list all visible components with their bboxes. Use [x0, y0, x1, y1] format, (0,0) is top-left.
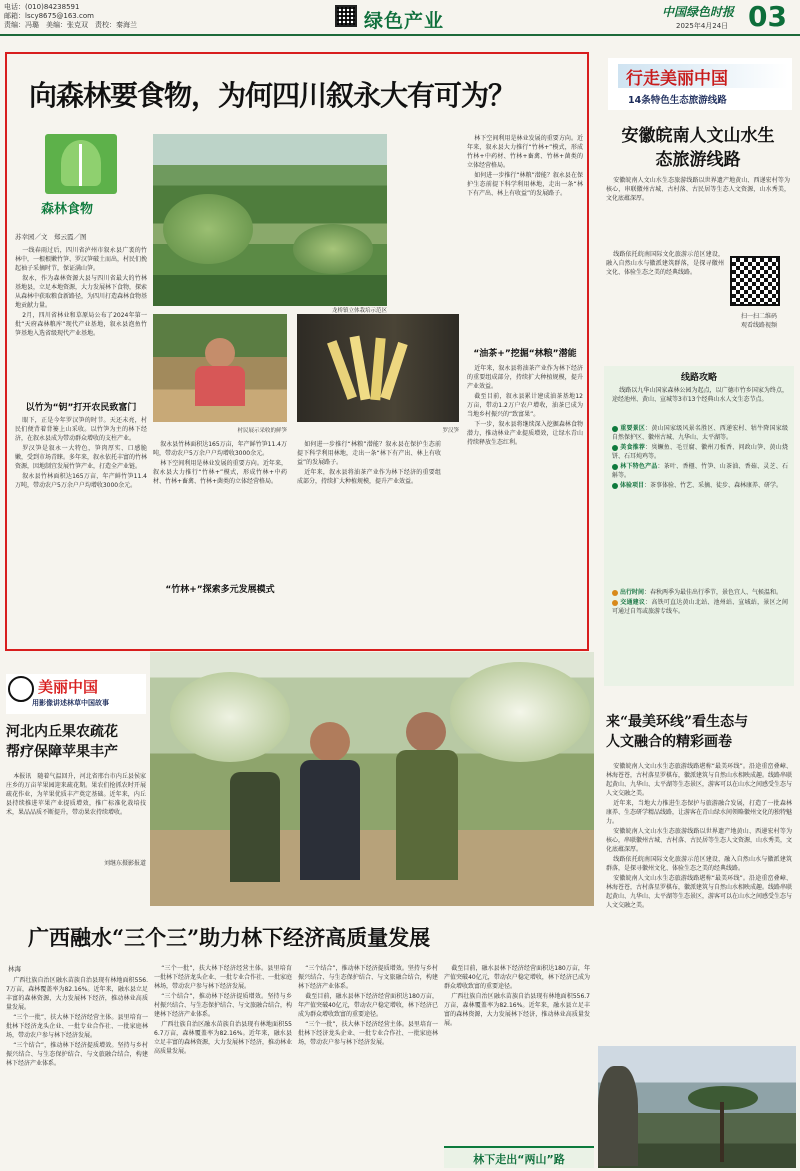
lead-col4a: 林下空间利用是林业发展的重要方向。近年来，叙永县大力推行“竹林+”模式，形成竹林+中药材、竹林+畜禽、竹林+菌类的立体经营格局。 如何进一步推行“林粮”潜能？叙永县在保护生态前提下科学利用林地，走出一条“林下有产出、林上有收益”的发展路子。: [467, 135, 583, 197]
bamboo-caption: 罗汉笋: [442, 428, 459, 434]
qr-code-icon: [335, 5, 357, 27]
masthead-logo: 中国绿色时报: [662, 5, 735, 19]
lead-headline: 向森林要食物，为何四川叙永大有可为？: [29, 79, 516, 112]
footer-banner-label: 林下走出“两山”路: [473, 1153, 565, 1166]
bullet-icon: [612, 426, 618, 432]
bullet-icon: [612, 483, 618, 489]
hebei-credit: 刘继东摄影报道: [103, 860, 146, 867]
editors-text: 责编：冯璐 美编：张克双 责校：秦海兰: [4, 21, 137, 29]
mountain-pine-photo: [598, 1046, 796, 1168]
bullet-icon: [612, 600, 618, 606]
sidebar-intro: 安徽皖南人文山水生态旅游线路以世界遗产地黄山、西递宏村等为核心，串联徽州古城、古村落、古民居等生态人文资源，山水秀美，文化底蕴深厚。: [606, 177, 790, 202]
guangxi-byline: 林海: [8, 965, 21, 973]
route-intro: 线路以九华山国家森林公园为起点，以广德市竹乡国家为终点，途经池州、黄山、宣城等3市13个经典山水人文生态节点。: [612, 387, 788, 403]
anhui-loop-headline: 来“最美环线”看生态与 人文融合的精彩画卷: [606, 714, 749, 750]
byline: 苏幸园／文 郑云霞／图: [15, 233, 87, 241]
guangxi-headline: 广西融水“三个三”助力林下经济高质量发展: [28, 925, 431, 950]
orchard-photo: [150, 652, 594, 906]
subhead-multi: “竹林+”探索多元发展模式: [165, 585, 275, 595]
logo-label: 森林食物: [41, 202, 94, 217]
route-guide-box: [604, 366, 794, 686]
guangxi-footer-banner: [444, 1146, 594, 1168]
route-qr-code[interactable]: [730, 256, 780, 306]
terrace-caption: 龙桥镇立体栽培示范区: [331, 308, 387, 314]
bullet-icon: [612, 590, 618, 596]
issue-date: 2025年4月24日: [676, 22, 729, 30]
hebei-body: 本报讯 随着气温回升，河北省邢台市内丘县侯家庄乡的万亩苹果园迎来疏花期。果农们抢抓农时开展疏花作业，为苹果优质丰产奠定基础。近年来，内丘县持续推进苹果产业提质增效，推广标准化栽培技术，果品品质不断提升，带动果农持续增收。: [6, 773, 146, 816]
hebei-banner-title: 美丽中国: [38, 678, 99, 696]
villager-photo: [153, 314, 287, 422]
hebei-banner-subtitle: 用影像讲述林草中国故事: [32, 699, 109, 707]
bamboo-shoot-photo: [297, 314, 459, 422]
subhead-oiltea: “油茶+”挖掘“林粮”潜能: [473, 349, 577, 359]
travel-banner-title: 行走美丽中国: [626, 69, 728, 89]
route-items: 重要景区：黄山国家级风景名胜区、西递宏村、牯牛降国家级自然保护区、徽州古城、九华山、太平湖等。 美食推荐：臭鳜鱼、毛豆腐、徽州刀板香、问政山笋、黄山烧饼、石耳炖鸡等。 林下特色产品：茶叶、香榧、竹笋、山茶油、香菇、灵芝、石斛等。 体验项目：茶事体验、竹艺、采摘、徒步、森林康养、研学。: [612, 425, 788, 489]
sidebar-intro2: 线路依托皖南国际文化旅游示范区建设，融入自然山水与徽派建筑群落，是探寻徽州文化、体验生态之美的经典线路。: [606, 251, 724, 276]
lead-col3: 如何进一步推行“林粮”潜能？叙永县在保护生态前提下科学利用林地，走出一条“林下有产出、林上有收益”的发展路子。 近年来，叙永县将油茶产业作为林下经济的重要组成部分，持续扩大种植规模，提升产业效益。: [297, 441, 441, 485]
villager-caption: 村民展示采收的鲜笋: [237, 428, 287, 434]
lead-col2: 叙永县竹林面积达165万亩，年产鲜竹笋11.4万吨，带动农户5万余户户均增收3000余元。 林下空间利用是林业发展的重要方向。近年来，叙永县大力推行“竹林+”模式，形成竹林+中药材、竹林+畜禽、竹林+菌类的立体经营格局。: [153, 441, 287, 485]
anhui-loop-body: 安徽皖南人文山水生态旅游线路堪称“最美环线”。沿途重峦叠嶂、林海苍苍，古村落星罗棋布，徽派建筑与自然山水相映成趣。线路串联起黄山、九华山、太平湖等生态景区，游客可以在山水之间感受生态与人文交融之美。 近年来，当地大力推进生态保护与旅游融合发展，打造了一批森林康养、生态研学精品线路，让游客在青山绿水间领略徽州文化的独特魅力。 安徽皖南人文山水生态旅游线路以世界遗产地黄山、西递宏村等为核心，串联徽州古城、古村落、古民居等生态人文资源，山水秀美，文化底蕴深厚。 线路依托皖南国际文化旅游示范区建设，融入自然山水与徽派建筑群落，是探寻徽州文化、体验生态之美的经典线路。 安徽皖南人文山水生态旅游线路堪称“最美环线”。沿途重峦叠嶂、林海苍苍，古村落星罗棋布，徽派建筑与自然山水相映成趣。线路串联起黄山、九华山、太平湖等生态景区，游客可以在山水之间感受生态与人文交融之美。: [606, 763, 792, 909]
forest-food-logo: [45, 134, 117, 194]
subhead-bamboo: 以竹为“钥”打开农民致富门: [25, 403, 137, 413]
guangxi-col1: 广西壮族自治区融水苗族自治县现有林地面积556.7万亩，森林覆盖率为82.16%。近年来，融水县立足丰富的森林资源，大力发展林下经济，推动林业高质量发展。 “三个一批”，扶大林下经济经营主体。县里培育一批林下经济龙头企业、一批专业合作社、一批家庭林场，带动农户参与林下经济发展。 “三个结合”，推动林下经济提质增效。坚持与乡村振兴结合、与生态保护结合、与文旅融合结合，构建林下经济产业体系。: [6, 977, 148, 1067]
lead-col1b: 眼下，正是今年罗汉笋的时节。天还未亮，村民们便背着背篓上山采收。以竹笋为主的林下经济，在叙永县成为带动群众增收的支柱产业。 罗汉笋是叙永一大特色，笋肉厚实、口感脆嫩，受到市场青睐。多年来，叙永依托丰富的竹林资源，因地制宜发展竹笋产业，打造全产业链。 叙永县竹林面积达165万亩，年产鲜竹笋11.4万吨，带动农户5万余户户均增收3000余元。: [15, 417, 147, 489]
travel-banner-subtitle: 14条特色生态旅游线路: [628, 95, 727, 106]
hebei-headline: 河北内丘果农疏花 帮疗保障苹果丰产: [6, 724, 118, 760]
page-number: 03: [748, 0, 787, 33]
hebei-banner: [6, 674, 146, 714]
lead-article: [5, 52, 589, 651]
header-rule: [0, 34, 800, 36]
lead-col1: 一线春雨过后，四川省泸州市叙永县广袤的竹林中，一根根嫩竹笋、罗汉笋破土而出，村民们挽起袖子采摘时节，保证满山笋。 叙永，作为森林资源大县与四川省最大的竹林基地县，立足本地资源，大力发展林下食物，探索从森林中获取粮食新路径，为四川打造森林食物基地贡献力量。 2月，四川省林业和草原局公布了2024年第一批“天府森林粮库”现代产业基地，叙永县泡鱼竹笋基地入选省级现代产业基地。: [15, 247, 147, 337]
guangxi-col4: 截至目前，融水县林下经济经营面积达180万亩，年产值突破40亿元，带动农户稳定增收，林下经济已成为群众增收致富的重要途径。 广西壮族自治区融水苗族自治县现有林地面积556.7万亩，森林覆盖率为82.16%。近年来，融水县立足丰富的森林资源，大力发展林下经济，推动林业高质量发展。: [444, 965, 590, 1027]
section-title: 绿色产业: [364, 10, 445, 32]
bullet-icon: [612, 464, 618, 470]
terrace-photo: [153, 134, 387, 306]
bullet-icon: [612, 445, 618, 451]
phone-text: 电话：(010)84238591: [4, 3, 80, 11]
travel-banner: [608, 58, 792, 110]
route-tips: 出行时间：春秋两季为最佳出行季节，景色宜人、气候温和。 交通建议：高铁可直达黄山北站、池州站、宣城站，景区之间可通过自驾或旅游专线车。: [612, 589, 788, 615]
sidebar-headline: 安徽皖南人文山水生态旅游线路: [621, 126, 775, 170]
guangxi-col2: “三个一批”，扶大林下经济经营主体。县里培育一批林下经济龙头企业、一批专业合作社、一批家庭林场，带动农户参与林下经济发展。 “三个结合”，推动林下经济提质增效。坚持与乡村振兴结合、与生态保护结合、与文旅融合结合，构建林下经济产业体系。 广西壮族自治区融水苗族自治县现有林地面积556.7万亩，森林覆盖率为82.16%。近年来，融水县立足丰富的森林资源，大力发展林下经济，推动林业高质量发展。: [154, 965, 292, 1055]
camera-icon: [8, 676, 34, 702]
guangxi-col3: “三个结合”，推动林下经济提质增效。坚持与乡村振兴结合、与生态保护结合、与文旅融合结合，构建林下经济产业体系。 截至目前，融水县林下经济经营面积达180万亩，年产值突破40亿元，带动农户稳定增收，林下经济已成为群众增收致富的重要途径。 “三个一批”，扶大林下经济经营主体。县里培育一批林下经济龙头企业、一批专业合作社、一批家庭林场，带动农户参与林下经济发展。: [298, 965, 438, 1046]
qr-label: 扫一扫二维码 观看线路视频: [740, 313, 777, 329]
lead-col4b: 近年来，叙永县将油茶产业作为林下经济的重要组成部分，持续扩大种植规模，提升产业效益。 截至目前，叙永县累计建成油茶基地12万亩，带动1.2万户农户增收，油茶已成为当地乡村振兴的“致富果”。 下一步，叙永县将继续深入挖掘森林食物潜力，推动林业产业提质增效，让绿水青山持续释放生态红利。: [467, 365, 583, 446]
email-text: 邮箱：lscy8675@163.com: [4, 12, 94, 20]
route-guide-title: 线路攻略: [680, 373, 717, 383]
